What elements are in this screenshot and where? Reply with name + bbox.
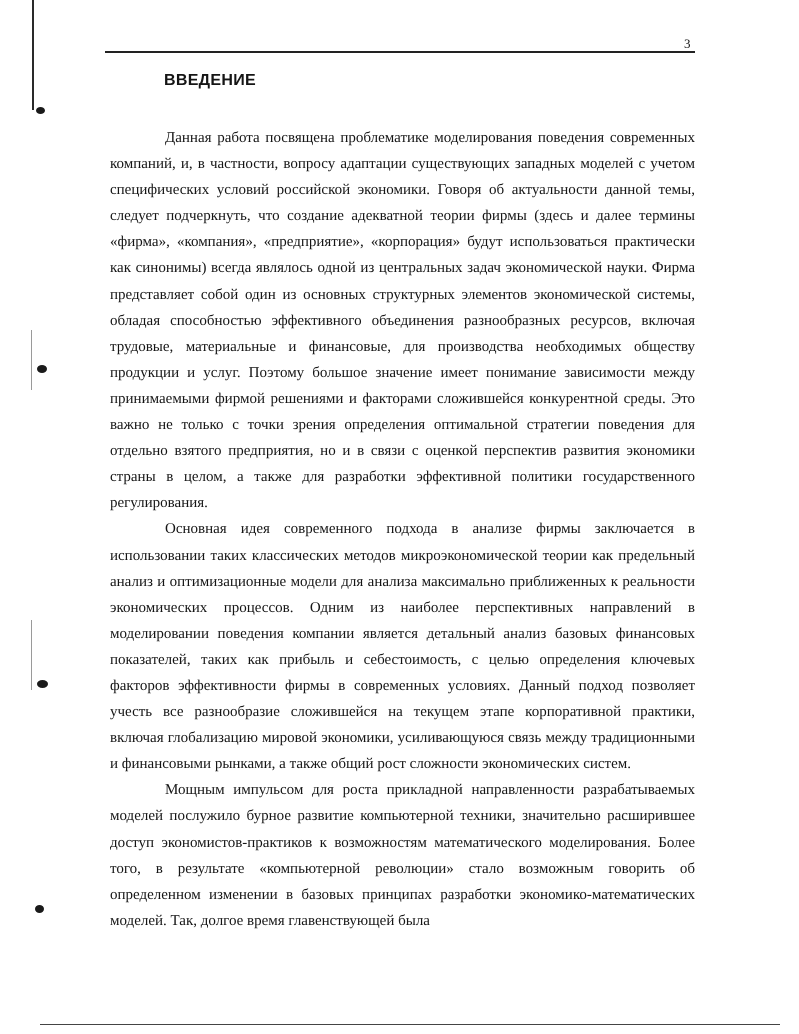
body-text	[110, 125, 695, 934]
punch-hole-mark	[37, 365, 47, 373]
page-title: ВВЕДЕНИЕ	[164, 72, 256, 89]
paragraph: Мощным импульсом для роста прикладной направленности разрабатываемых моделей послужило бурное развитие компьютерной техники, значительно расширившее доступ экономистов-практиков к возможностям математического моделирования. Более того, в результате «компьютерной революции» стало возможным говорить об определенном изменении в базовых принципах разработки экономико-математических моделей. Так, долгое время главенствующей была	[110, 782, 695, 929]
paragraph: Основная идея современного подхода в анализе фирмы заключается в использовании таких классических методов микроэкономической теории как предельный анализ и оптимизационные модели для анализа максимально приближенных к реальности экономических процессов. Одним из наиболее перспективных направлений в моделировании поведения компании является детальный анализ базовых финансовых показателей, таких как прибыль и себестоимость, с целью определения ключевых факторов эффективности фирмы в современных условиях. Данный подход позволяет учесть все разнообразие сложившейся на текущем этапе корпоративной практики, включая глобализацию мировой экономики, усиливающуюся связь между традиционными и финансовыми рынками, а также общий рост сложности экономических систем.	[110, 521, 695, 773]
punch-hole-mark	[37, 680, 48, 688]
paragraph: Данная работа посвящена проблематике моделирования поведения современных компаний, и, в частности, вопросу адаптации существующих западных моделей с учетом специфических условий российской экономики. Говоря об актуальности данной темы, следует подчеркнуть, что создание адекватной теории фирмы (здесь и далее термины «фирма», «компания», «предприятие», «корпорация» будут использоваться практически как синонимы) всегда являлось одной из центральных задач экономической науки. Фирма представляет собой один из основных структурных элементов экономической системы, обладая способностью эффективного объединения разнообразных ресурсов, включая трудовые, материальные и финансовые, для производства необходимых обществу продукции и услуг. Поэтому большое значение имеет понимание зависимости между принимаемыми фирмой решениями и факторами сложившейся конкурентной среды. Это важно не только с точки зрения определения оптимальной стратегии поведения для отдельно взятого предприятия, но и в связи с оценкой перспектив развития экономики страны в целом, а также для разработки эффективной политики государственного регулирования.	[110, 130, 695, 512]
header-rule	[105, 51, 695, 53]
scan-edge-mark	[31, 620, 32, 690]
page-number: 3	[684, 36, 691, 51]
scan-edge-mark	[31, 330, 32, 390]
punch-hole-mark	[35, 905, 44, 913]
scan-edge-mark	[32, 0, 34, 110]
punch-hole-mark	[36, 107, 45, 114]
footer-rule	[40, 1024, 780, 1025]
